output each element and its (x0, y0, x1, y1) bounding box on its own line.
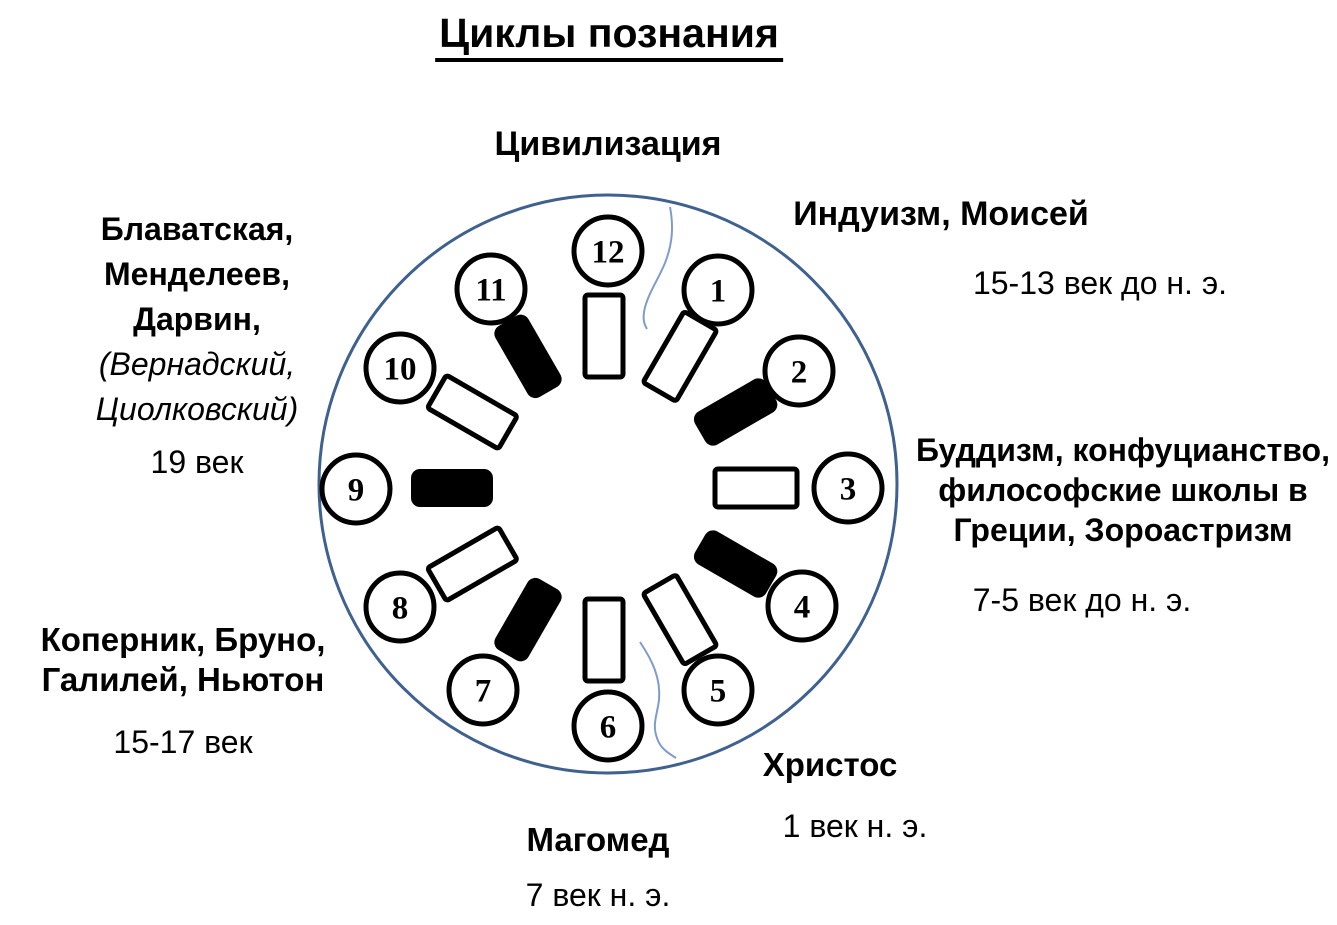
label-blavatsky-line2: Менделеев, (104, 256, 290, 292)
label-hinduism-era: 15-13 век до н. э. (972, 265, 1228, 301)
label-blavatsky-names (96, 207, 298, 432)
wavy-line-top (644, 207, 672, 329)
label-blavatsky-era: 19 век (150, 444, 244, 480)
hour-number-1: 1 (709, 273, 727, 310)
hour-number-4: 4 (793, 589, 811, 626)
hour-number-8: 8 (391, 590, 409, 627)
hour-number-6: 6 (599, 709, 617, 746)
label-buddhism-line1: Буддизм, конфуцианство, (916, 432, 1330, 468)
label-copernicus-era: 15-17 век (113, 724, 253, 760)
label-copernicus-line1: Коперник, Бруно, (40, 621, 326, 658)
hour-bar-8-white (427, 527, 517, 601)
hour-number-11: 11 (475, 272, 507, 309)
label-civilization: Цивилизация (494, 125, 722, 163)
hour-bar-3-white (715, 469, 797, 507)
label-blavatsky-line3: Дарвин, (133, 301, 261, 337)
label-blavatsky-line1: Блаватская, (100, 211, 294, 247)
label-buddhism-line3: Греции, Зороастризм (953, 512, 1293, 548)
hour-number-7: 7 (474, 673, 492, 710)
clock-items (322, 217, 882, 760)
hour-number-3: 3 (839, 471, 857, 508)
hour-number-10: 10 (383, 351, 417, 388)
label-mohammed-names: Магомед (526, 821, 670, 858)
label-blavatsky-line5: Циолковский) (95, 391, 299, 427)
hour-bar-5-white (643, 575, 717, 665)
hour-bar-1-white (643, 311, 717, 401)
label-copernicus-names (41, 620, 326, 700)
label-mohammed-era: 7 век н. э. (525, 877, 671, 913)
hour-bar-12-white (585, 295, 623, 377)
wavy-line-bottom (640, 642, 676, 758)
label-buddhism-era: 7-5 век до н. э. (972, 582, 1192, 618)
hour-bar-6-white (585, 599, 623, 681)
hour-bar-10-white (427, 375, 517, 449)
hour-number-12: 12 (591, 234, 625, 271)
hour-number-2: 2 (790, 354, 808, 391)
label-blavatsky-line4: (Вернадский, (98, 346, 296, 382)
page-title-text: Циклы познания (435, 10, 783, 62)
label-buddhism-names (916, 430, 1330, 550)
label-hinduism-names: Индуизм, Моисей (793, 195, 1089, 233)
hour-bar-7-black (491, 575, 565, 665)
label-christ-names: Христос (762, 746, 898, 783)
hour-bar-9-black (411, 469, 493, 507)
hour-number-5: 5 (709, 673, 727, 710)
hour-number-9: 9 (347, 472, 365, 509)
hour-bar-11-black (491, 311, 565, 401)
hour-bar-4-black (691, 527, 781, 601)
label-christ-era: 1 век н. э. (782, 808, 928, 844)
label-buddhism-line2: философские школы в (938, 472, 1308, 508)
label-copernicus-line2: Галилей, Ньютон (41, 661, 325, 698)
